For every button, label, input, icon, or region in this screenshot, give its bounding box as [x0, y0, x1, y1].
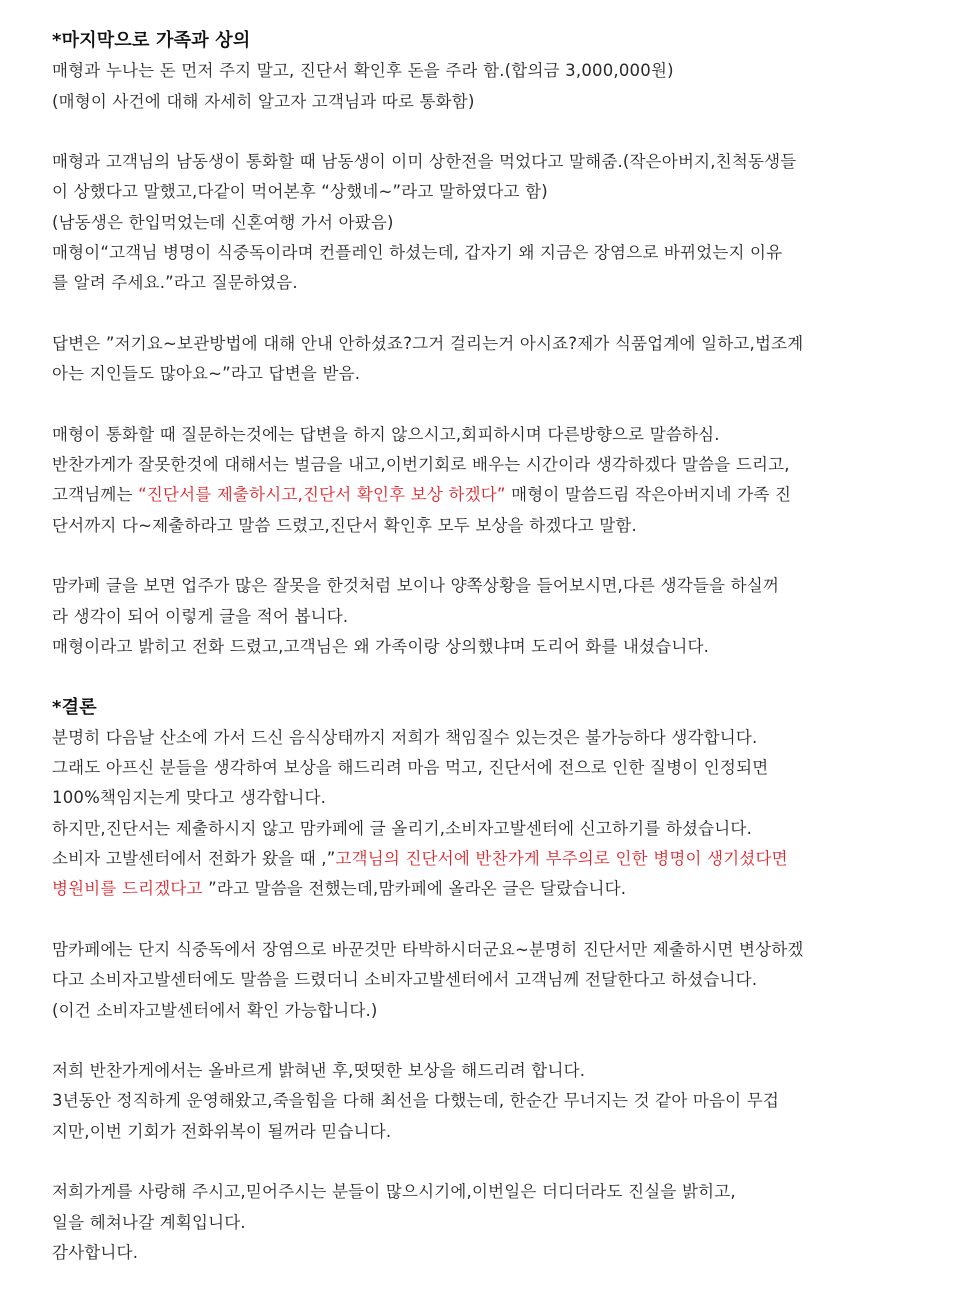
paragraph-line: 맘카페 글을 보면 업주가 많은 잘못을 한것처럼 보이나 양쪽상황을 들어보시면,다른 생각들을 하실꺼: [52, 576, 780, 596]
paragraph-line: 반찬가게가 잘못한것에 대해서는 벌금을 내고,이번기회로 배우는 시간이라 생각하겠다 말씀을 드리고,: [52, 455, 790, 475]
paragraph-gap: [52, 541, 932, 571]
paragraph-line: 매형이“고객님 병명이 식중독이라며 컨플레인 하셨는데, 갑자기 왜 지금은 장염으로 바뀌었는지 이유: [52, 243, 783, 263]
paragraph-line: 다고 소비자고발센터에도 말씀을 드렸더니 소비자고발센터에서 고객님께 전달한다고 하셨습니다.: [52, 970, 758, 990]
paragraph-line: 3년동안 정직하게 운영해왔고,죽을힘을 다해 최선을 다했는데, 한순간 무너지는 것 같아 마음이 무겁: [52, 1091, 780, 1111]
paragraph-line: 아는 지인들도 많아요~”라고 답변을 받음.: [52, 364, 361, 384]
paragraph-gap: [52, 390, 932, 420]
paragraph-line: 감사합니다.: [52, 1242, 139, 1262]
paragraph-gap: [52, 117, 932, 147]
paragraph-line: (매형이 사건에 대해 자세히 알고자 고객님과 따로 통화함): [52, 91, 475, 111]
paragraph-line: 매형과 고객님의 남동생이 통화할 때 남동생이 이미 상한전을 먹었다고 말해줌.(작은아버지,친척동생들: [52, 152, 797, 172]
paragraph-line: (이건 소비자고발센터에서 확인 가능합니다.): [52, 1000, 378, 1020]
paragraph-gap: [52, 1026, 932, 1056]
highlighted-quote: “진단서를 제출하시고,진단서 확인후 보상 하겠다”: [138, 485, 506, 505]
paragraph-line: 100%책임지는게 맞다고 생각합니다.: [52, 788, 327, 808]
section-heading-family-consultation: *마지막으로 가족과 상의: [52, 30, 251, 51]
paragraph-line: 매형이라고 밝히고 전화 드렸고,고객님은 왜 가족이랑 상의했냐며 도리어 화를 내셨습니다.: [52, 636, 710, 656]
paragraph-gap: [52, 1147, 932, 1177]
section-heading-conclusion: *결론: [52, 696, 97, 718]
paragraph-line: 매형이 통화할 때 질문하는것에는 답변을 하지 않으시고,회피하시며 다른방향으로 말씀하심.: [52, 424, 720, 444]
paragraph-line: 맘카페에는 단지 식중독에서 장염으로 바꾼것만 타박하시더군요~분명히 진단서만 제출하시면 변상하겠: [52, 939, 804, 959]
paragraph-line: 답변은 ”저기요~보관방법에 대해 안내 안하셨죠?그거 걸리는거 아시죠?제가 식품업계에 일하고,법조계: [52, 333, 804, 353]
paragraph-gap: [52, 905, 932, 935]
paragraph-line: 매형과 누나는 돈 먼저 주지 말고, 진단서 확인후 돈을 주라 함.(합의금 3,000,000원): [52, 61, 674, 81]
paragraph-line: (남동생은 한입먹었는데 신혼여행 가서 아팠음): [52, 212, 394, 232]
paragraph-line: 단서까지 다~제출하라고 말씀 드렸고,진단서 확인후 모두 보상을 하겠다고 말함.: [52, 515, 637, 535]
paragraph-line: 하지만,진단서는 제출하시지 않고 맘카페에 글 올리기,소비자고발센터에 신고하기를 하셨습니다.: [52, 818, 753, 838]
paragraph-line: 저희 반찬가게에서는 올바르게 밝혀낸 후,떳떳한 보상을 해드리려 합니다.: [52, 1061, 586, 1081]
text-segment: ”라고 말씀을 전했는데,맘카페에 올라온 글은 달랐습니다.: [208, 879, 627, 899]
paragraph-line: 분명히 다음날 산소에 가서 드신 음식상태까지 저희가 책임질수 있는것은 불가능하다 생각합니다.: [52, 727, 758, 747]
paragraph-line: 를 알려 주세요.”라고 질문하였음.: [52, 273, 298, 293]
paragraph-line: 이 상했다고 말했고,다같이 먹어본후 “상했네~”라고 말하였다고 함): [52, 182, 548, 202]
paragraph-gap: [52, 299, 932, 329]
paragraph-line-mixed: [52, 844, 932, 874]
paragraph-line-mixed: [52, 874, 932, 904]
text-segment: 소비자 고발센터에서 전화가 왔을 때 ,”: [52, 849, 336, 869]
paragraph-line: 라 생각이 되어 이렇게 글을 적어 봅니다.: [52, 606, 349, 626]
text-segment: 매형이 말씀드림 작은아버지네 가족 진: [505, 485, 792, 505]
paragraph-gap: [52, 662, 932, 692]
paragraph-line: 일을 헤쳐나갈 계획입니다.: [52, 1212, 246, 1232]
paragraph-line: 지만,이번 기회가 전화위복이 될꺼라 믿습니다.: [52, 1121, 392, 1141]
paragraph-line: 저희가게를 사랑해 주시고,믿어주시는 분들이 많으시기에,이번일은 더디더라도 진실을 밝히고,: [52, 1182, 736, 1202]
paragraph-line-mixed: [52, 480, 932, 510]
highlighted-quote: 병원비를 드리겠다고: [52, 879, 209, 899]
text-segment: 고객님께는: [52, 485, 139, 505]
highlighted-quote: 고객님의 진단서에 반찬가게 부주의로 인한 병명이 생기셨다면: [335, 849, 788, 869]
paragraph-line: 그래도 아프신 분들을 생각하여 보상을 해드리려 마음 먹고, 진단서에 전으로 인한 질병이 인정되면: [52, 758, 769, 778]
